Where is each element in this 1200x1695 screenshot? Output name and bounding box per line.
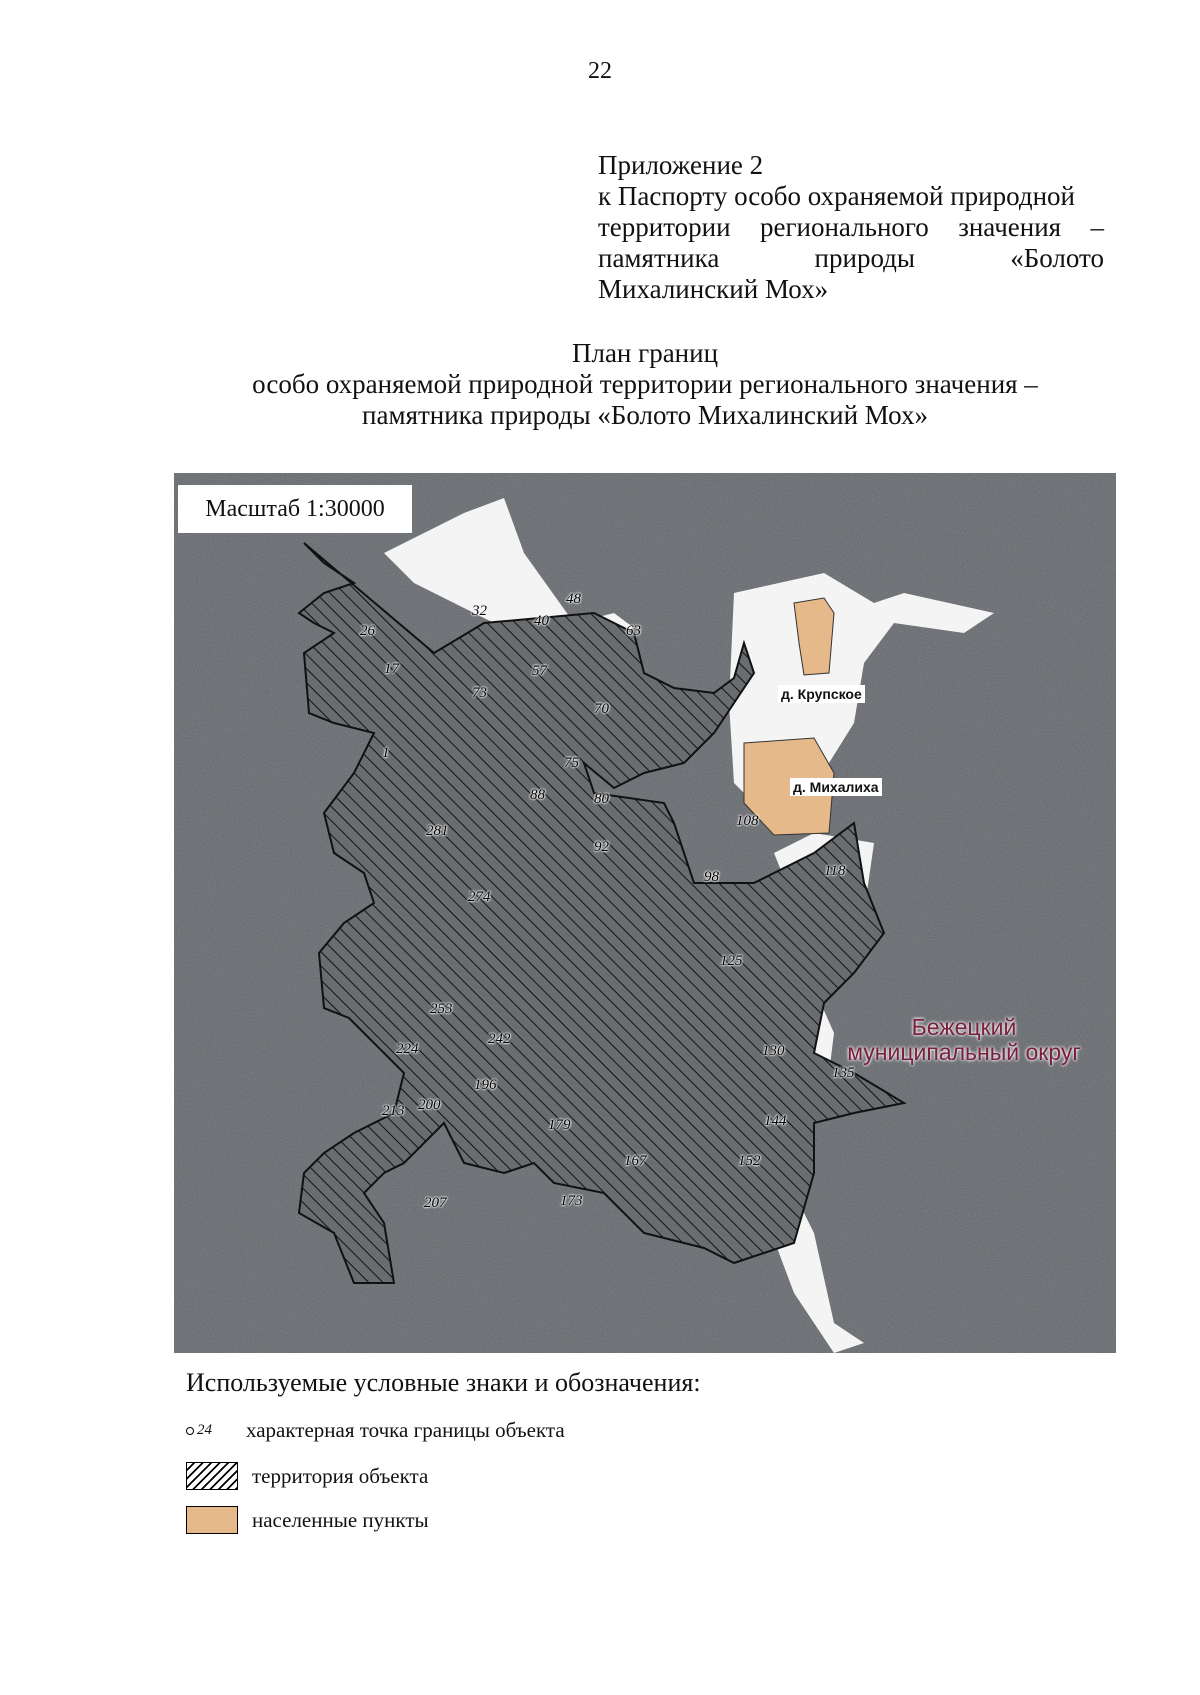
boundary-point-17: 17 [384, 661, 399, 677]
boundary-point-281: 281 [426, 823, 449, 839]
appendix-line-5: Михалинский Мох» [598, 274, 829, 304]
boundary-point-130: 130 [762, 1043, 785, 1059]
legend-label-settlement: населенные пункты [252, 1507, 429, 1532]
plan-title-line-2: особо охраняемой природной территории регионального значения – [252, 369, 1038, 399]
legend-label-territory: территория объекта [252, 1463, 429, 1488]
boundary-point-98: 98 [704, 869, 719, 885]
legend-row-settlement [186, 1506, 429, 1534]
boundary-point-173: 173 [560, 1193, 583, 1209]
boundary-point-70: 70 [594, 701, 609, 717]
boundary-point-88: 88 [530, 787, 545, 803]
appendix-line-1: Приложение 2 [598, 150, 764, 180]
boundary-map [174, 473, 1116, 1353]
boundary-point-40: 40 [534, 613, 549, 629]
appendix-note [598, 150, 1104, 305]
settlement-label-mikhalikha: д. Михалиха [790, 778, 882, 796]
boundary-point-26: 26 [360, 623, 375, 639]
boundary-point-144: 144 [764, 1113, 787, 1129]
plan-title-line-3: памятника природы «Болото Михалинский Мох» [362, 400, 928, 430]
boundary-point-207: 207 [424, 1195, 447, 1211]
boundary-point-152: 152 [738, 1153, 761, 1169]
legend-row-point [186, 1418, 565, 1443]
boundary-point-135: 135 [832, 1065, 855, 1081]
boundary-point-253: 253 [430, 1001, 453, 1017]
boundary-point-80: 80 [594, 791, 609, 807]
boundary-point-63: 63 [626, 623, 641, 639]
boundary-point-48: 48 [566, 591, 581, 607]
settlement-label-krupskoe: д. Крупское [778, 685, 865, 703]
boundary-point-274: 274 [468, 889, 491, 905]
page-number: 22 [588, 58, 612, 84]
boundary-point-125: 125 [720, 953, 743, 969]
settlement-swatch-icon [186, 1506, 238, 1534]
legend-title: Используемые условные знаки и обозначения: [186, 1368, 701, 1397]
boundary-point-242: 242 [488, 1031, 511, 1047]
boundary-point-200: 200 [418, 1097, 441, 1113]
legend-label-point: характерная точка границы объекта [246, 1418, 565, 1442]
scale-label: Масштаб 1:30000 [178, 485, 412, 533]
boundary-point-224: 224 [396, 1041, 419, 1057]
boundary-point-32: 32 [472, 603, 487, 619]
boundary-point-196: 196 [474, 1077, 497, 1093]
boundary-point-92: 92 [594, 839, 609, 855]
boundary-point-179: 179 [548, 1117, 571, 1133]
hatch-pattern-icon [186, 1462, 238, 1490]
district-label [814, 1015, 1114, 1065]
boundary-point-213: 213 [382, 1103, 405, 1119]
boundary-point-1: 1 [382, 745, 390, 761]
plan-title [0, 338, 1200, 431]
appendix-line-3: территории регионального значения – [598, 212, 1104, 242]
appendix-line-2: к Паспорту особо охраняемой природной [598, 181, 1075, 211]
legend-row-territory [186, 1462, 428, 1490]
plan-title-line-1: План границ [571, 338, 719, 368]
point-symbol-icon [186, 1422, 232, 1439]
map-canvas [174, 473, 1116, 1353]
district-label-line-2: муниципальный округ [847, 1039, 1081, 1065]
boundary-point-57: 57 [532, 663, 547, 679]
boundary-point-108: 108 [736, 813, 759, 829]
district-label-line-1: Бежецкий [911, 1014, 1017, 1040]
boundary-point-75: 75 [564, 755, 579, 771]
boundary-point-118: 118 [824, 863, 846, 879]
appendix-line-4: памятника природы «Болото [598, 243, 1104, 273]
boundary-point-167: 167 [624, 1153, 647, 1169]
boundary-point-73: 73 [472, 685, 487, 701]
point-symbol-example: 24 [197, 1422, 212, 1438]
